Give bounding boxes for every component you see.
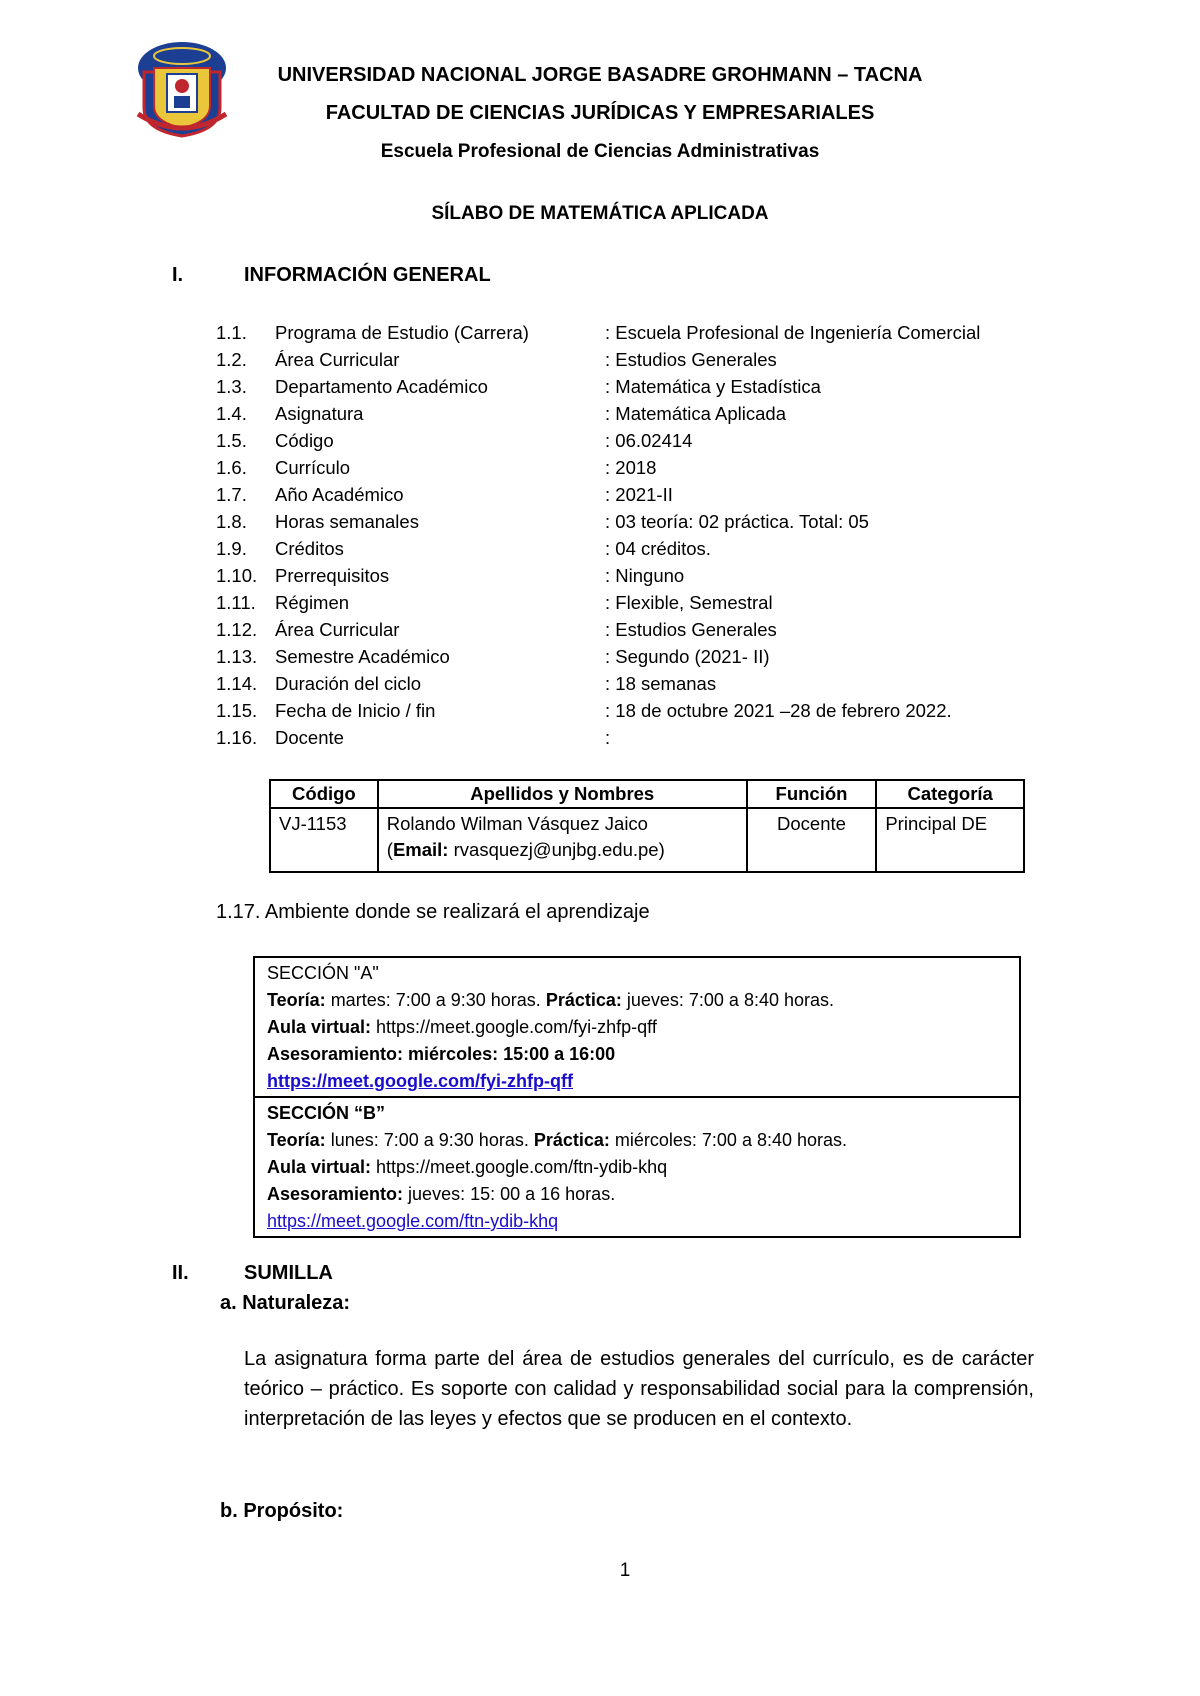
teacher-email-line: (Email: rvasquezj@unjbg.edu.pe) (386, 839, 665, 860)
schedule-box (253, 956, 1021, 1238)
table-header: Categoría (876, 780, 1024, 808)
university-name: UNIVERSIDAD NACIONAL JORGE BASADRE GROHMANN – TACNA (277, 64, 923, 86)
section-b-advising: Asesoramiento: jueves: 15: 00 a 16 horas. (267, 1184, 616, 1204)
section-1-title: INFORMACIÓN GENERAL (244, 264, 491, 286)
teacher-category: Principal DE (876, 808, 1024, 872)
table-header: Código (270, 780, 378, 808)
document-title: SÍLABO DE MATEMÁTICA APLICADA (431, 203, 769, 224)
section-a-meet-link[interactable]: https://meet.google.com/fyi-zhfp-qff (267, 1071, 573, 1091)
page-number: 1 (619, 1560, 631, 1581)
section-2-number: II. (172, 1262, 189, 1284)
teacher-email: rvasquezj@unjbg.edu.pe) (448, 839, 665, 860)
table-header-row (270, 780, 1024, 808)
teacher-function: Docente (747, 808, 877, 872)
section-a-advising: Asesoramiento: miércoles: 15:00 a 16:00 (267, 1044, 616, 1064)
teacher-name-cell (378, 808, 747, 872)
section-b-meet-link[interactable]: https://meet.google.com/ftn-ydib-khq (267, 1211, 559, 1231)
section-a-block (255, 958, 1019, 1096)
section-b-block (255, 1096, 1019, 1236)
table-header: Función (747, 780, 877, 808)
section-b-title: SECCIÓN “B” (267, 1103, 386, 1123)
teacher-table (269, 779, 1025, 873)
subsection-b-heading: b. Propósito: (220, 1500, 344, 1522)
section-b-theory-line: Teoría: lunes: 7:00 a 9:30 horas. Práctica: miércoles: 7:00 a 8:40 horas. (267, 1130, 848, 1150)
naturaleza-paragraph: La asignatura forma parte del área de estudios generales del currículo, es de carácter teórico – práctico. Es soporte con calidad y responsabilidad social para la comprensión, interpretación de las leyes y efectos que se producen en el contexto. (244, 1348, 1034, 1430)
subsection-a-heading: a. Naturaleza: (220, 1292, 351, 1314)
table-header: Apellidos y Nombres (378, 780, 747, 808)
item-1-17: 1.17. Ambiente donde se realizará el aprendizaje (216, 901, 650, 923)
faculty-name: FACULTAD DE CIENCIAS JURÍDICAS Y EMPRESARIALES (325, 102, 875, 124)
table-row (270, 808, 1024, 872)
section-a-theory-line: Teoría: martes: 7:00 a 9:30 horas. Práctica: jueves: 7:00 a 8:40 horas. (267, 990, 835, 1010)
teacher-name: Rolando Wilman Vásquez Jaico (386, 813, 648, 834)
section-2-title: SUMILLA (244, 1262, 333, 1284)
section-a-virtual-room: Aula virtual: https://meet.google.com/fyi-zhfp-qff (267, 1017, 657, 1037)
syllabus-page: UNIVERSIDAD NACIONAL JORGE BASADRE GROHMANN – TACNA FACULTAD DE CIENCIAS JURÍDICAS Y EMPRESARIALES Escuela Profesional de Ciencias Administrativas SÍLABO DE MATEMÁTICA APLICADA I. INFORMACIÓN GENERAL 1.1. Programa de Estudio (Carrera) : Escuela Profesional de Ingeniería Comercial 1.2. Área Curricular : Estudios Generales 1.3. Departamento Académico : Matemática y Estadística 1.4. Asignatura : Matemática Aplicada 1.5. Código : 06.02414 1.6. Currículo : 2018 1.7. Año Académico : 2021-II 1.8. Horas semanales : 03 teoría: 02 práctica. Total: 05 1.9. Créditos : 04 créditos. 1.10. Prerrequisitos : Ninguno 1.11. Régimen : Flexible, Semestral 1.12. Área Curricular : Estudios Generales 1.13. Semestre Académico : Segundo (2021- II) 1.14. Duración del ciclo : 18 semanas 1.15. Fecha de Inicio / fin : 18 de octubre 2021 –28 de febrero 2022. 1.16. Docente : Código Apellidos y Nombres Función Categoría VJ-1153 Rolando Wilman Vásquez Jaico (Email: rvasquezj@unjbg.edu.pe) Docente Principal DE 1.17. Ambiente donde se realizará el aprendizaje SECCIÓN "A" Teoría: martes: 7:00 a 9:30 horas. Práctica: jueves: 7:00 a 8:40 horas. Aula virtual: https://meet.google.com/fyi-zhfp-qff Asesoramiento: miércoles: 15:00 a 16:00 https://meet.google.com/fyi-zhfp-qff SECCIÓN “B” Teoría: lunes: 7:00 a 9:30 horas. Práctica: miércoles: 7:00 a 8:40 horas. Aula virtual: https://meet.google.com/ftn-ydib-khq Asesoramiento: jueves: 15: 00 a 16 horas. https://meet.google.com/ftn-ydib-khq II. SUMILLA a. Naturaleza: La asignatura forma parte del área de estudios generales del currículo, es de carácter teórico – práctico. Es soporte con calidad y responsabilidad social para la comprensión, interpretación de las leyes y efectos que se producen en el contexto. b. Propósito: 1 (0, 0, 1200, 1696)
section-b-virtual-room: Aula virtual: https://meet.google.com/ftn-ydib-khq (267, 1157, 668, 1177)
email-label: Email: (392, 839, 449, 860)
section-1-number: I. (172, 264, 184, 286)
school-name: Escuela Profesional de Ciencias Administrativas (380, 141, 820, 162)
teacher-code: VJ-1153 (270, 808, 378, 872)
section-a-title: SECCIÓN "A" (267, 963, 379, 983)
